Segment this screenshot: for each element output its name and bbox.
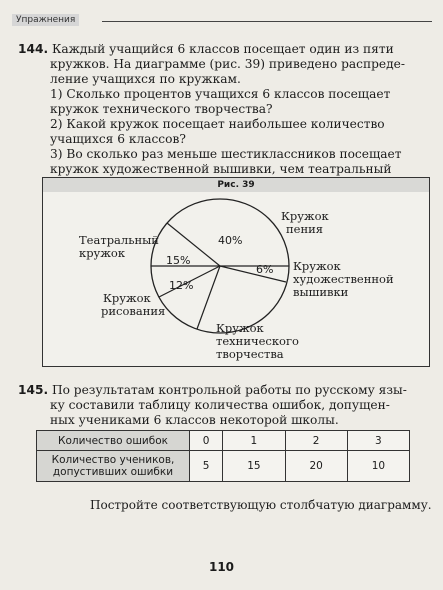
figure-39 bbox=[42, 177, 430, 367]
question-2: 2) Какой кружок посещает наибольшее количество bbox=[50, 117, 385, 131]
table-row bbox=[37, 451, 410, 482]
section-label: Упражнения bbox=[12, 14, 79, 26]
slice-label-singing: 40% bbox=[218, 234, 243, 247]
outer-label-embroidery: Кружок bbox=[293, 259, 341, 273]
outer-label-technical: творчества bbox=[216, 347, 284, 361]
table-cell: 15 bbox=[223, 451, 285, 482]
row-header-line: допустивших ошибки bbox=[52, 466, 174, 478]
problem-145 bbox=[18, 383, 428, 428]
task-instruction: Постройте соответствующую столбчатую диаграмму. bbox=[90, 498, 432, 512]
problem-line: учащихся 6 классов? bbox=[50, 132, 186, 146]
problem-line bbox=[18, 42, 428, 57]
outer-label-theatre: Театральный bbox=[79, 233, 159, 247]
slice-label-theatre: 15% bbox=[166, 254, 191, 267]
problem-line: ку составили таблицу количества ошибок, допущен- bbox=[50, 398, 390, 412]
problem-line: ных учениками 6 классов некоторой школы. bbox=[50, 413, 339, 427]
problem-line: кружков. На диаграмме (рис. 39) приведено распреде- bbox=[50, 57, 405, 71]
page-number: 110 bbox=[208, 560, 235, 574]
slice-divider bbox=[220, 266, 286, 282]
header-rule bbox=[102, 21, 432, 22]
pie-chart bbox=[43, 178, 431, 368]
problem-number: 144. bbox=[18, 42, 49, 56]
outer-label-drawing: Кружок bbox=[103, 291, 151, 305]
outer-label-drawing: рисования bbox=[101, 304, 166, 318]
problem-number: 145. bbox=[18, 383, 49, 397]
table-cell: 20 bbox=[285, 451, 347, 482]
outer-label-technical: технического bbox=[216, 334, 299, 348]
slice-label-embroidery: 6% bbox=[256, 263, 274, 276]
figure-caption: Рис. 39 bbox=[43, 178, 429, 192]
row-header-line: Количество учеников, bbox=[51, 454, 175, 466]
outer-label-singing: пения bbox=[286, 222, 324, 236]
table-cell: 3 bbox=[347, 431, 409, 451]
row-header: Количество ошибок bbox=[37, 431, 190, 451]
outer-label-embroidery: художественной bbox=[293, 272, 394, 286]
table-cell: 5 bbox=[190, 451, 223, 482]
problem-line: ление учащихся по кружкам. bbox=[50, 72, 241, 86]
row-header bbox=[37, 451, 190, 482]
section-header bbox=[12, 14, 432, 28]
slice-label-drawing: 12% bbox=[169, 279, 194, 292]
table-cell: 2 bbox=[285, 431, 347, 451]
problem-text: Каждый учащийся 6 классов посещает один из пяти bbox=[51, 42, 394, 56]
question-1: 1) Сколько процентов учащихся 6 классов посещает bbox=[50, 87, 391, 101]
errors-table bbox=[36, 430, 410, 482]
problem-144 bbox=[18, 42, 428, 192]
question-3: 3) Во сколько раз меньше шестиклассников посещает bbox=[50, 147, 402, 161]
table-cell: 10 bbox=[347, 451, 409, 482]
problem-line: кружок художественной вышивки, чем театральный bbox=[50, 162, 392, 176]
outer-label-technical: Кружок bbox=[216, 321, 264, 335]
table-cell: 0 bbox=[190, 431, 223, 451]
problem-line: кружок технического творчества? bbox=[50, 102, 273, 116]
problem-line bbox=[18, 383, 428, 398]
table-row bbox=[37, 431, 410, 451]
table-cell: 1 bbox=[223, 431, 285, 451]
outer-label-singing: Кружок bbox=[281, 209, 329, 223]
problem-text: По результатам контрольной работы по русскому язы- bbox=[51, 383, 407, 397]
outer-label-embroidery: вышивки bbox=[293, 285, 349, 299]
outer-label-theatre: кружок bbox=[79, 246, 126, 260]
